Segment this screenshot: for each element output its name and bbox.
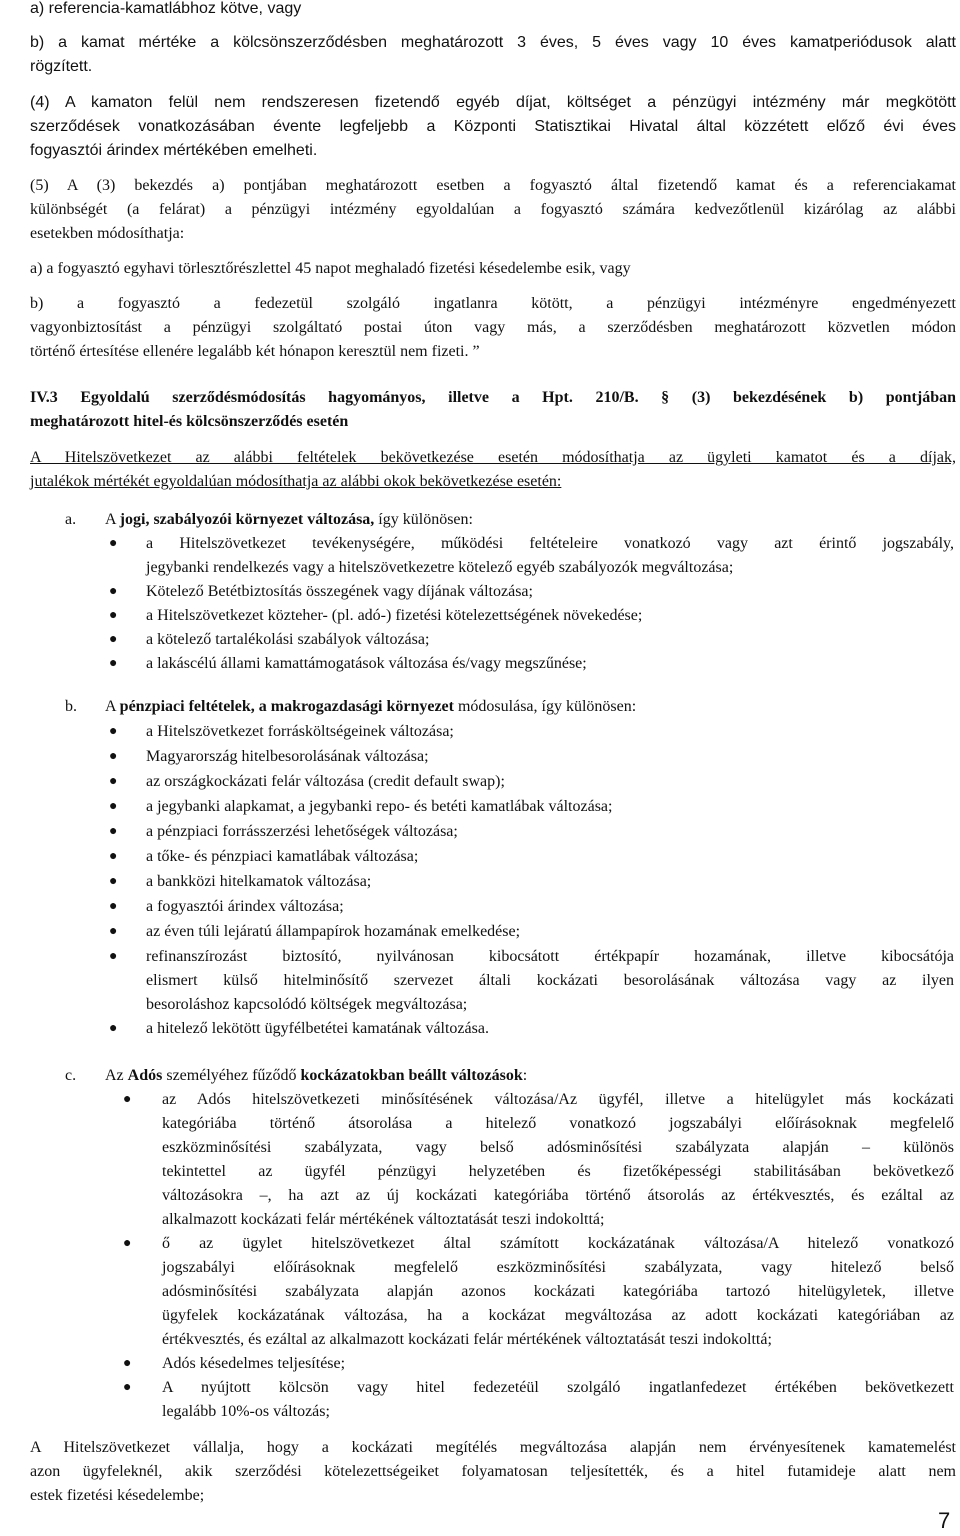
section-b-item8: a fogyasztói árindex változása; [146, 898, 344, 915]
item-a-text: a) referencia-kamatlábhoz kötve, vagy [30, 0, 302, 17]
section-b-item9: az éven túli lejáratú állampapírok hozamának emelkedése; [146, 923, 521, 940]
section-b-item7: a bankközi hitelkamatok változása; [146, 873, 372, 890]
bullet-icon: ● [123, 1236, 132, 1251]
section-c-item1-line4: tekintettel az ügyfél pénzügyi helyzetében és fizetőképességi stabilitásában bekövetkező [162, 1163, 954, 1180]
bullet-icon: ● [109, 924, 118, 939]
bullet-icon: ● [109, 949, 118, 964]
section-c-item1-line3: eszközminősítési szabályzata, vagy belső adósminősítési szabályzata alapján – különös [162, 1139, 954, 1156]
section-a-item4: a kötelező tartalékolási szabályok változása; [146, 631, 430, 648]
closing-line3: estek fizetési késedelembe; [30, 1487, 205, 1504]
intro-line2: jutalékok mértékét egyoldalúan módosíthatja az alábbi okok bekövetkezése esetén: [30, 473, 562, 490]
bullet-icon: ● [109, 656, 118, 671]
section-c-item1-line5: változásokra –, ha azt az új kockázati kategóriába történő átsorolás az értékvesztés, és ezáltal az [162, 1187, 954, 1204]
section-c-item2-line3: adósminősítési szabályzata alapján azonos kockázati kategóriába tartozó hitelügyletek, illetve [162, 1283, 954, 1300]
section-b-item1: a Hitelszövetkezet forrásköltségeinek változása; [146, 723, 454, 740]
bullet-icon: ● [109, 799, 118, 814]
section-heading-line1: IV.3 Egyoldalú szerződésmódosítás hagyományos, illetve a Hpt. 210/B. § (3) bekezdésének b) pontjában [30, 389, 956, 406]
section-b-marker: b. [65, 698, 77, 715]
bullet-icon: ● [123, 1092, 132, 1107]
section-a-item1-line1: a Hitelszövetkezet tevékenységére, működési feltételeire vonatkozó vagy azt érintő jogszabály, [146, 535, 954, 552]
section-b-item5: a pénzpiaci forrásszerzési lehetőségek változása; [146, 823, 458, 840]
closing-line2: azon ügyfeleknél, akik szerződési kötelezettségeiket folyamatosan teljesítették, és a hitel futamideje alatt nem [30, 1463, 956, 1480]
paragraph-5-item-b-line2: vagyonbiztosítást a pénzügyi szolgáltató postai úton vagy más, a szerződésben meghatározott közvetlen módon [30, 319, 956, 336]
section-c-item2-line2: jogszabályi előírásoknak megfelelő eszközminősítési szabályzata, vagy hitelező belső [162, 1259, 954, 1276]
page-number: 7 [938, 1508, 951, 1533]
section-a-marker: a. [65, 511, 77, 528]
item-b-line1: b) a kamat mértéke a kölcsönszerződésben meghatározott 3 éves, 5 éves vagy 10 éves kamatperiódusok alatt [30, 34, 956, 51]
paragraph-4-line2: szerződések vonatkozásában évente legfeljebb a Központi Statisztikai Hivatal által közzétett előző évi éves [30, 118, 956, 135]
section-c-item1-line1: az Adós hitelszövetkezeti minősítésének változása/Az ügyfél, illetve a hitelügylet más kockázati [162, 1091, 954, 1108]
closing-line1: A Hitelszövetkezet vállalja, hogy a kockázati megítélés megváltozása alapján nem érvényesítenek kamatemelést [30, 1439, 956, 1456]
section-b-title: A pénzpiaci feltételek, a makrogazdasági környezet módosulása, így különösen: [105, 698, 637, 715]
section-c-title: Az Adós személyéhez fűződő kockázatokban beállt változások: [105, 1067, 528, 1084]
section-c-item2-line4: ügyfelek kockázatának változása, ha a kockázat megváltozása az adott kockázati kategóriában az [162, 1307, 954, 1324]
paragraph-5-line2: különbségét (a felárat) a pénzügyi intézmény egyoldalúan a fogyasztó számára kedvezőtlenül kizárólag az alábbi [30, 201, 956, 218]
bullet-icon: ● [109, 584, 118, 599]
bullet-icon: ● [109, 824, 118, 839]
section-a-item1-line2: jegybanki rendelkezés vagy a hitelszövetkezetre kötelező egyéb szabályozók megváltozása; [146, 559, 734, 576]
section-c-item3: Adós késedelmes teljesítése; [162, 1355, 346, 1372]
section-heading-line2: meghatározott hitel-és kölcsönszerződés esetén [30, 413, 349, 430]
section-c-marker: c. [65, 1067, 77, 1084]
section-a-item2: Kötelező Betétbiztosítás összegének vagy díjának változása; [146, 583, 533, 600]
paragraph-5-item-a: a) a fogyasztó egyhavi törlesztőrészlettel 45 napot meghaladó fizetési késedelembe esik, vagy [30, 260, 631, 277]
paragraph-5-line1: (5) A (3) bekezdés a) pontjában meghatározott esetben a fogyasztó által fizetendő kamat és a referenciakamat [30, 177, 956, 194]
intro-line1: A Hitelszövetkezet az alábbi feltételek bekövetkezése esetén módosíthatja az ügyleti kamatot és a díjak, [30, 449, 956, 466]
paragraph-5-item-b-line3: történő értesítése ellenére legalább két hónapon keresztül nem fizeti. ” [30, 343, 480, 360]
section-a-title: A jogi, szabályozói környezet változása, így különösen: [105, 511, 473, 528]
section-a-item3: a Hitelszövetkezet közteher- (pl. adó-) fizetési kötelezettségének növekedése; [146, 607, 643, 624]
section-b-item10-line1: refinanszírozást biztosító, nyilvánosan kibocsátott értékpapír hozamának, illetve kibocsátója [146, 948, 954, 965]
paragraph-5-line3: esetekben módosíthatja: [30, 225, 185, 242]
bullet-icon: ● [109, 849, 118, 864]
bullet-icon: ● [123, 1356, 132, 1371]
bullet-icon: ● [109, 774, 118, 789]
paragraph-4-line3: fogyasztói árindex mértékében emelheti. [30, 142, 318, 159]
bullet-icon: ● [109, 1021, 118, 1036]
bullet-icon: ● [109, 874, 118, 889]
bullet-icon: ● [109, 632, 118, 647]
paragraph-4-line1: (4) A kamaton felül nem rendszeresen fizetendő egyéb díjat, költséget a pénzügyi intézmény már megkötött [30, 94, 956, 111]
section-a-item5: a lakáscélú állami kamattámogatások változása és/vagy megszűnése; [146, 655, 587, 672]
section-c-item1-line6: alkalmazott kockázati felár mértékének változtatását teszi indokolttá; [162, 1211, 605, 1228]
section-b-item3: az országkockázati felár változása (credit default swap); [146, 773, 505, 790]
bullet-icon: ● [109, 724, 118, 739]
bullet-icon: ● [109, 608, 118, 623]
section-b-item10-line3: besoroláshoz kapcsolódó költségek megváltozása; [146, 996, 468, 1013]
bullet-icon: ● [109, 536, 118, 551]
section-b-item6: a tőke- és pénzpiaci kamatlábak változása; [146, 848, 419, 865]
bullet-icon: ● [109, 899, 118, 914]
section-c-item2-line1: ő az ügylet hitelszövetkezet által számított kockázatának változása/A hitelező vonatkozó [162, 1235, 954, 1252]
section-c-item1-line2: kategóriába történő átsorolása a hitelező vonatkozó jogszabályi előírásoknak megfelelő [162, 1115, 954, 1132]
section-c-item4-line2: legalább 10%-os változás; [162, 1403, 330, 1420]
section-b-item2: Magyarország hitelbesorolásának változása; [146, 748, 429, 765]
paragraph-5-item-b-line1: b) a fogyasztó a fedezetül szolgáló ingatlanra kötött, a pénzügyi intézményre engedményezett [30, 295, 956, 312]
section-c-item4-line1: A nyújtott kölcsön vagy hitel fedezetéül szolgáló ingatlanfedezet értékében bekövetkezett [162, 1379, 954, 1396]
section-c-item2-line5: értékvesztés, és ezáltal az alkalmazott kockázati felár mértékének változtatását teszi indokolttá; [162, 1331, 772, 1348]
section-b-item10-line2: elismert külső hitelminősítő szervezet általi kockázati besorolásának változása vagy az ilyen [146, 972, 954, 989]
bullet-icon: ● [123, 1380, 132, 1395]
section-b-item11: a hitelező lekötött ügyfélbetétei kamatának változása. [146, 1020, 489, 1037]
bullet-icon: ● [109, 749, 118, 764]
item-b-line2: rögzített. [30, 58, 93, 75]
section-b-item4: a jegybanki alapkamat, a jegybanki repo- és betéti kamatlábak változása; [146, 798, 613, 815]
